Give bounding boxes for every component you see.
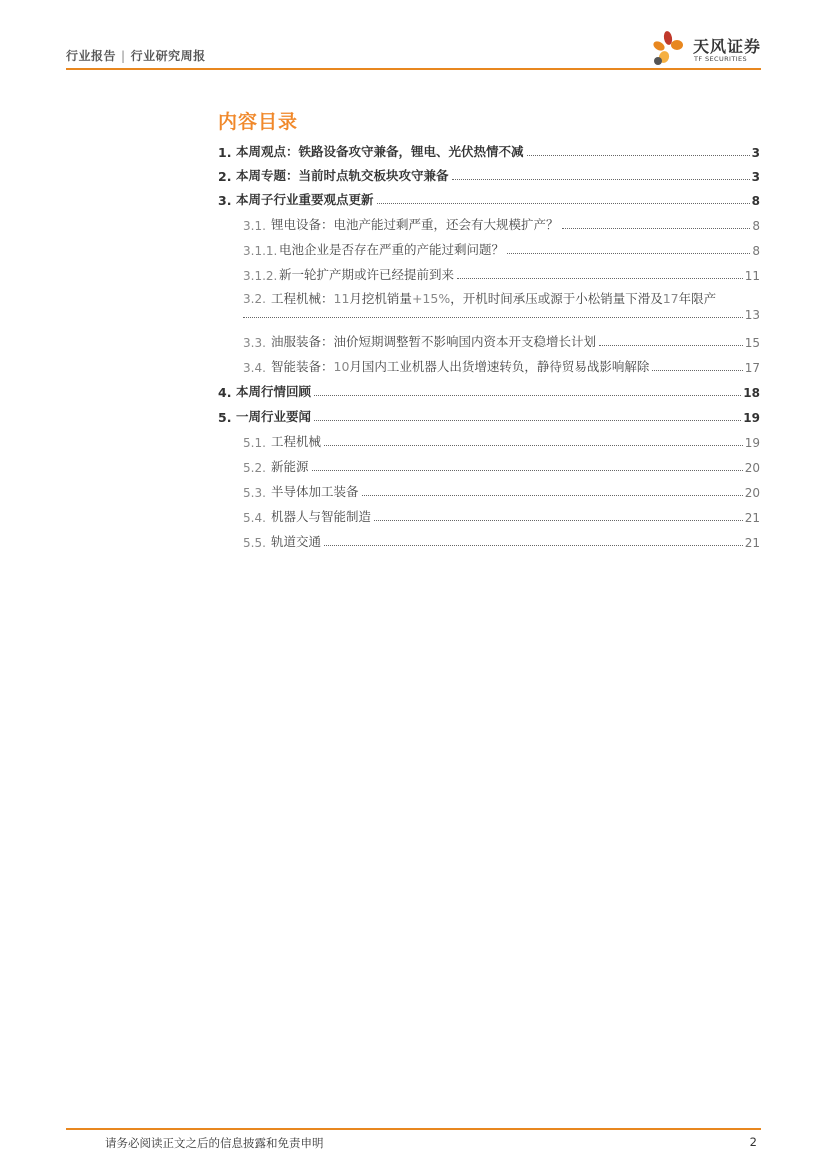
- toc-entry-text: 一周行业要闻: [236, 409, 312, 424]
- toc-entry-text: 工程机械：: [271, 291, 334, 306]
- toc-entry-3-3[interactable]: [218, 330, 760, 350]
- footer-divider: [66, 1128, 761, 1130]
- toc-entry-page: 8: [751, 194, 760, 208]
- toc-entry-page: 8: [752, 219, 760, 233]
- toc-entry-page: 3: [751, 170, 760, 184]
- company-logo: [650, 28, 765, 68]
- toc-entry-text: 年限产: [678, 291, 717, 306]
- toc-entry-number: 3.1.1.: [243, 244, 278, 258]
- toc-entry-1[interactable]: [218, 140, 760, 160]
- toc-entry-2[interactable]: [218, 164, 760, 184]
- toc-leader-dots: [377, 203, 750, 204]
- footer-disclaimer: 请务必阅读正文之后的信息披露和免责申明: [105, 1136, 324, 1150]
- toc-leader-dots: [314, 420, 741, 421]
- toc-leader-dots: [527, 155, 750, 156]
- toc-leader-dots: [507, 253, 750, 254]
- toc-leader-dots: [457, 278, 743, 279]
- toc-entry-number: 4.: [218, 385, 232, 400]
- toc-entry-text: 本周专题：当前时点轨交板块攻守兼备: [236, 168, 449, 183]
- toc-entry-5[interactable]: [218, 405, 760, 425]
- toc-entry-number: 3.: [218, 193, 232, 208]
- toc-entry-text: 锂电设备：电池产能过剩严重，还会有大规模扩产？: [271, 217, 559, 232]
- toc-entry-text: 半导体加工装备: [271, 484, 359, 499]
- company-subtitle: TF SECURITIES: [694, 55, 748, 63]
- toc-entry-page: 17: [744, 361, 760, 375]
- toc-entry-second-line: [243, 306, 760, 322]
- toc-entry-page: 18: [743, 386, 760, 400]
- toc-entry-text-part: 智能装备：: [271, 359, 334, 374]
- toc-entry-number: 1.: [218, 145, 232, 160]
- toc-entry-figure: +15%: [411, 291, 451, 306]
- toc-entry-first-line: [243, 289, 716, 307]
- header-divider: [66, 68, 761, 70]
- toc-entry-5-1[interactable]: [218, 430, 760, 450]
- header-subcategory: 行业研究周报: [130, 49, 206, 63]
- toc-entry-page: 15: [744, 336, 760, 350]
- toc-entry-page: 20: [744, 461, 760, 475]
- toc-entry-figure: 11: [333, 291, 350, 306]
- page-number: 2: [749, 1135, 757, 1149]
- toc-entry-5-5[interactable]: [218, 530, 760, 550]
- toc-entry-page: 21: [744, 511, 760, 525]
- toc-entry-number: 3.1.: [243, 219, 266, 233]
- toc-entry-5-2[interactable]: [218, 455, 760, 475]
- toc-entry-page: 11: [744, 269, 760, 283]
- toc-entry-text: 油服装备：油价短期调整暂不影响国内资本开支稳增长计划: [271, 334, 597, 349]
- toc-entry-text: 月挖机销量: [349, 291, 412, 306]
- header-breadcrumb: [66, 47, 206, 64]
- toc-entry-page: 8: [752, 244, 760, 258]
- flower-logo-icon: [650, 28, 690, 68]
- toc-entry-text: 本周观点：铁路设备攻守兼备，锂电、光伏热情不减: [236, 144, 524, 159]
- toc-entry-text: 新能源: [271, 459, 309, 474]
- toc-leader-dots: [324, 545, 743, 546]
- toc-leader-dots: [599, 345, 743, 346]
- toc-entry-3-4[interactable]: [218, 355, 760, 375]
- toc-entry-text: 工程机械: [271, 434, 322, 449]
- toc-leader-dots: [562, 228, 751, 229]
- toc-entry-page: 21: [744, 536, 760, 550]
- toc-leader-dots: [314, 395, 741, 396]
- toc-entry-number: 3.2.: [243, 292, 266, 306]
- toc-entry-number: 3.1.2.: [243, 269, 278, 283]
- toc-entry-3-2[interactable]: [218, 289, 760, 325]
- toc-entry-text: 轨道交通: [271, 534, 322, 549]
- toc-leader-dots: [324, 445, 743, 446]
- toc-entry-number: 2.: [218, 169, 232, 184]
- toc-entry-number: 3.3.: [243, 336, 266, 350]
- toc-entry-text: ，开机时间承压或源于小松销量下滑及: [450, 291, 663, 306]
- toc-entry-number: 5.5.: [243, 536, 266, 550]
- toc-leader-dots: [374, 520, 743, 521]
- toc-leader-dots: [312, 470, 743, 471]
- toc-entry-text: 本周子行业重要观点更新: [236, 192, 374, 207]
- toc-entry-5-3[interactable]: [218, 480, 760, 500]
- toc-entry-page: 20: [744, 486, 760, 500]
- toc-leader-dots: [243, 317, 743, 318]
- toc-entry-text: 新一轮扩产期或许已经提前到来: [279, 267, 455, 282]
- toc-entry-5-4[interactable]: [218, 505, 760, 525]
- toc-entry-page: 19: [744, 436, 760, 450]
- toc-entry-text: 电池企业是否存在严重的产能过剩问题？: [279, 242, 505, 257]
- toc-leader-dots: [362, 495, 743, 496]
- toc-entry-page: 19: [743, 411, 760, 425]
- toc-entry-page: 13: [744, 308, 760, 322]
- toc-entry-number: 5.1.: [243, 436, 266, 450]
- toc-title: 内容目录: [218, 111, 299, 133]
- toc-entry-3[interactable]: [218, 188, 760, 208]
- toc-entry-3-1[interactable]: [218, 213, 760, 233]
- toc-entry-text: 机器人与智能制造: [271, 509, 372, 524]
- toc-entry-4[interactable]: [218, 380, 760, 400]
- toc-leader-dots: [652, 370, 742, 371]
- toc-leader-dots: [452, 179, 750, 180]
- header-separator: |: [121, 49, 126, 63]
- toc-entry-number: 5.: [218, 410, 232, 425]
- toc-entry-3-1-1[interactable]: [218, 238, 760, 258]
- toc-entry-text-part: 月国内工业机器人出货增速转负，静待贸易战影响解除: [349, 359, 650, 374]
- toc-entry-figure: 10: [333, 359, 350, 374]
- company-name: 天风证券: [693, 37, 762, 56]
- toc-entry-number: 5.3.: [243, 486, 266, 500]
- toc-entry-text: 本周行情回顾: [236, 384, 312, 399]
- toc-entry-number: 5.2.: [243, 461, 266, 475]
- toc-entry-3-1-2[interactable]: [218, 263, 760, 283]
- toc-entry-page: 3: [751, 146, 760, 160]
- toc-entry-figure: 17: [662, 291, 679, 306]
- toc-entry-number: 5.4.: [243, 511, 266, 525]
- toc-entry-number: 3.4.: [243, 361, 266, 375]
- toc-entry-text: [271, 357, 649, 375]
- header-category: 行业报告: [66, 49, 117, 63]
